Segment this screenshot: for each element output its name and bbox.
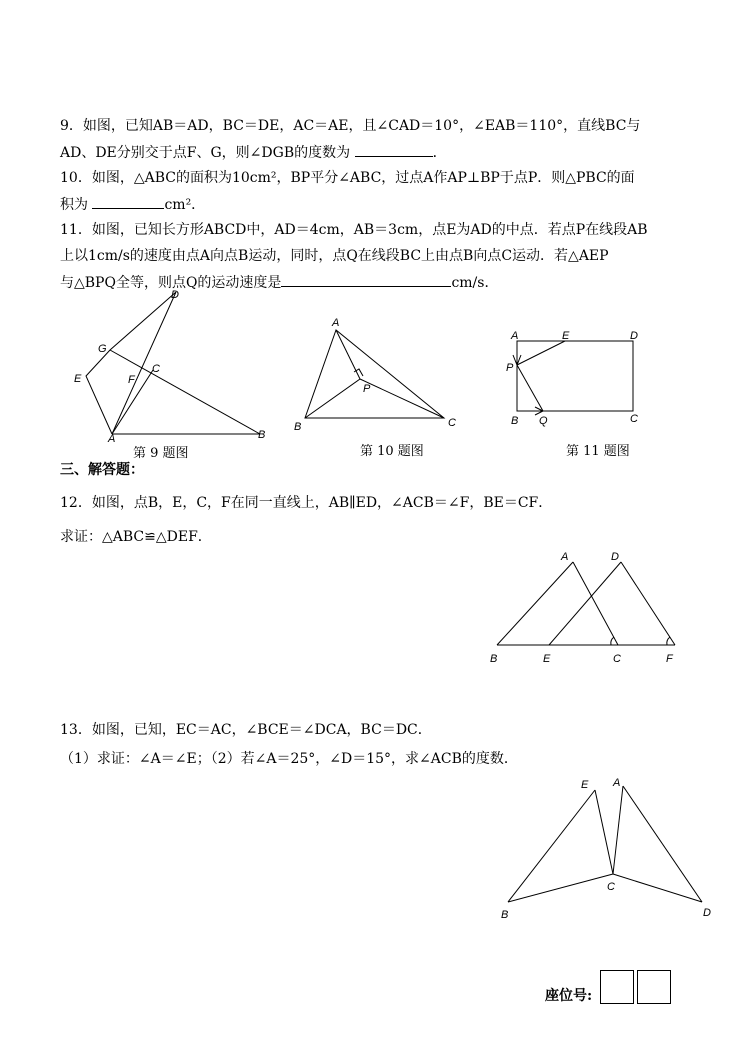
fig11-segment-pe (517, 341, 565, 365)
q10-unit: cm²． (164, 197, 206, 213)
q10-line1: 10．如图，△ABC的面积为10cm²，BP平分∠ABC，过点A作AP⊥BP于点P．则△PBC的面 (60, 170, 635, 186)
q13-line2: （1）求证：∠A＝∠E；（2）若∠A＝25°，∠D＝15°，求∠ACB的度数． (60, 751, 518, 767)
fig10-triangle-abc (305, 330, 444, 418)
q10-line2 (60, 194, 205, 215)
fig12-label-f: F (666, 653, 673, 665)
fig11-label-q: Q (539, 415, 548, 427)
fig9-label-d: D (171, 289, 179, 301)
fig11-label-c: C (630, 413, 638, 425)
q11-line1: 11．如图，已知长方形ABCD中，AD＝4cm，AB＝3cm，点E为AD的中点．若点P在线段AB (60, 222, 648, 238)
q12-line2: 求证：△ABC≌△DEF． (60, 529, 212, 545)
fig11-caption: 第 11 题图 (566, 444, 630, 459)
fig10-segment-pc (360, 379, 444, 418)
fig13-label-b: B (501, 909, 509, 921)
seat-number-box-1[interactable] (600, 970, 634, 1004)
fig9-triangle-ade (86, 292, 176, 434)
section-title: 三、解答题： (60, 462, 144, 478)
q11-unit: cm/s． (451, 275, 499, 291)
q10-line2-text: 积为 (60, 197, 88, 213)
fig13-segment-ec (595, 790, 613, 874)
fig13-segment-eb (508, 790, 595, 902)
fig12-label-c: C (613, 653, 621, 665)
q11-answer-blank[interactable] (281, 272, 451, 287)
fig9-label-e: E (74, 373, 82, 385)
fig11-segment-pq (517, 365, 543, 411)
fig10-label-p: P (363, 383, 371, 395)
fig12-segment-df (621, 562, 675, 645)
fig12-diagram (485, 540, 690, 670)
fig13-diagram (495, 770, 720, 925)
q9-line2 (60, 142, 447, 163)
q10-answer-blank[interactable] (92, 194, 164, 209)
fig10-label-c: C (448, 417, 456, 429)
seat-number-box-2[interactable] (637, 970, 671, 1004)
fig12-label-d: D (611, 551, 619, 563)
fig12-label-e: E (543, 653, 551, 665)
fig12-segment-ed (549, 562, 621, 645)
fig11-label-b: B (511, 415, 519, 427)
fig12-angle-mark-c (611, 637, 614, 645)
fig11-label-d: D (630, 330, 638, 342)
fig9-label-b: B (258, 429, 266, 441)
seat-number-label: 座位号: (545, 988, 593, 1004)
fig12-angle-mark-f (667, 637, 670, 645)
fig13-segment-ac (613, 786, 623, 874)
q9-line2-text: AD、DE分别交于点F、G，则∠DGB的度数为 (60, 145, 351, 161)
fig10-label-a: A (332, 317, 340, 329)
fig12-label-a: A (561, 551, 569, 563)
q11-line2: 上以1cm/s的速度由点A向点B运动，同时，点Q在线段BC上由点B向点C运动．若△AEP (60, 248, 609, 264)
fig9-label-f: F (128, 374, 135, 386)
fig9-label-c: C (152, 363, 160, 375)
fig12-label-b: B (490, 653, 498, 665)
fig10-segment-bp (305, 379, 360, 418)
q12-line1: 12．如图，点B，E，C，F在同一直线上，AB∥ED，∠ACB＝∠F，BE＝CF． (60, 495, 553, 511)
fig9-line-bg (110, 350, 260, 434)
fig11-label-a: A (511, 330, 519, 342)
fig13-label-c: C (607, 881, 615, 893)
fig11-diagram (505, 325, 645, 435)
fig11-label-e: E (562, 330, 570, 342)
fig9-caption: 第 9 题图 (133, 446, 189, 461)
q11-line3-text: 与△BPQ全等，则点Q的运动速度是 (60, 275, 282, 291)
fig13-segment-ad (623, 786, 702, 902)
q9-answer-blank[interactable] (355, 142, 433, 157)
fig13-label-e: E (581, 779, 589, 791)
fig11-label-p: P (506, 362, 514, 374)
fig13-label-d: D (703, 907, 711, 919)
q9-line1: 9．如图，已知AB＝AD，BC＝DE，AC＝AE，且∠CAD＝10°，∠EAB＝110°，直线BC与 (60, 118, 641, 134)
q9-line2-end: ． (432, 145, 447, 161)
fig13-segment-cd (613, 874, 702, 902)
fig10-diagram (290, 312, 460, 437)
fig13-label-a: A (613, 777, 621, 789)
fig10-caption: 第 10 题图 (360, 444, 424, 459)
fig9-label-a: A (108, 433, 116, 444)
fig9-label-g: G (98, 343, 107, 355)
fig12-segment-ac (573, 562, 618, 645)
fig9-diagram (60, 284, 275, 444)
fig13-segment-bc (508, 874, 613, 902)
fig11-rectangle-abcd (517, 341, 633, 411)
q13-line1: 13．如图，已知，EC＝AC，∠BCE＝∠DCA，BC＝DC． (60, 722, 432, 738)
fig12-segment-ab (497, 562, 573, 645)
fig10-segment-ap (336, 330, 360, 379)
fig10-label-b: B (294, 421, 302, 433)
